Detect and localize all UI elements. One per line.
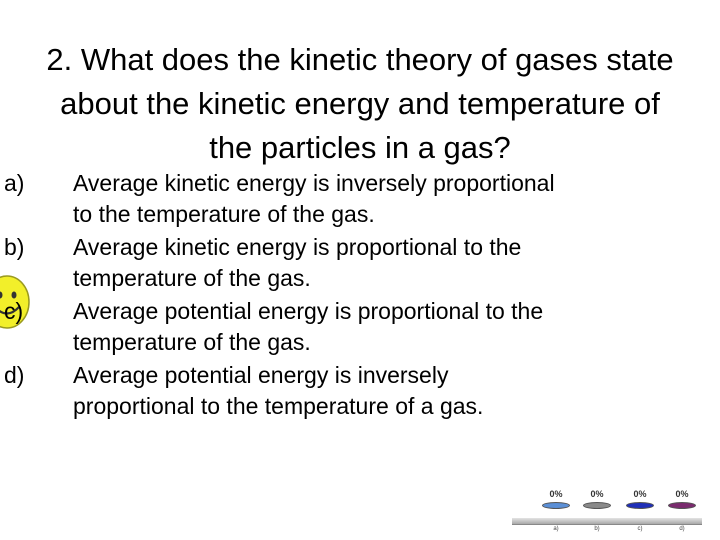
option-b[interactable]	[0, 232, 560, 294]
question-title: 2. What does the kinetic theory of gases state about the kinetic energy and temperature of the particles in a gas?	[46, 42, 674, 165]
poll-percent: 0%	[590, 489, 604, 499]
poll-label-b: b)	[594, 526, 600, 532]
poll-percent: 0%	[633, 489, 647, 499]
poll-percent: 0%	[549, 489, 563, 499]
poll-column-a	[536, 488, 576, 509]
poll-label-a: a)	[553, 526, 559, 532]
option-d[interactable]	[0, 360, 560, 422]
poll-bar	[583, 502, 611, 509]
option-letter: a)	[4, 170, 25, 196]
poll-bar	[668, 502, 696, 509]
poll-label-d: d)	[679, 526, 685, 532]
poll-label-c: c)	[637, 526, 643, 532]
poll-column-b	[577, 488, 617, 509]
poll-bar	[626, 502, 654, 509]
poll-results-chart	[512, 488, 712, 536]
option-text: Average potential energy is inversely proportional to the temperature of a gas.	[73, 362, 484, 419]
option-text: Average kinetic energy is inversely proportional to the temperature of the gas.	[73, 170, 555, 227]
option-a[interactable]	[0, 168, 560, 230]
option-text: Average potential energy is proportional to the temperature of the gas.	[73, 298, 544, 355]
option-letter: d)	[4, 362, 25, 388]
option-letter: b)	[4, 234, 25, 260]
answer-options	[0, 168, 560, 424]
poll-bar	[542, 502, 570, 509]
poll-axis	[512, 518, 702, 525]
option-letter: c)	[4, 298, 24, 324]
poll-column-d	[662, 488, 702, 509]
option-c[interactable]	[0, 296, 560, 358]
option-text: Average kinetic energy is proportional to the temperature of the gas.	[73, 234, 522, 291]
poll-column-c	[620, 488, 660, 509]
poll-percent: 0%	[675, 489, 689, 499]
